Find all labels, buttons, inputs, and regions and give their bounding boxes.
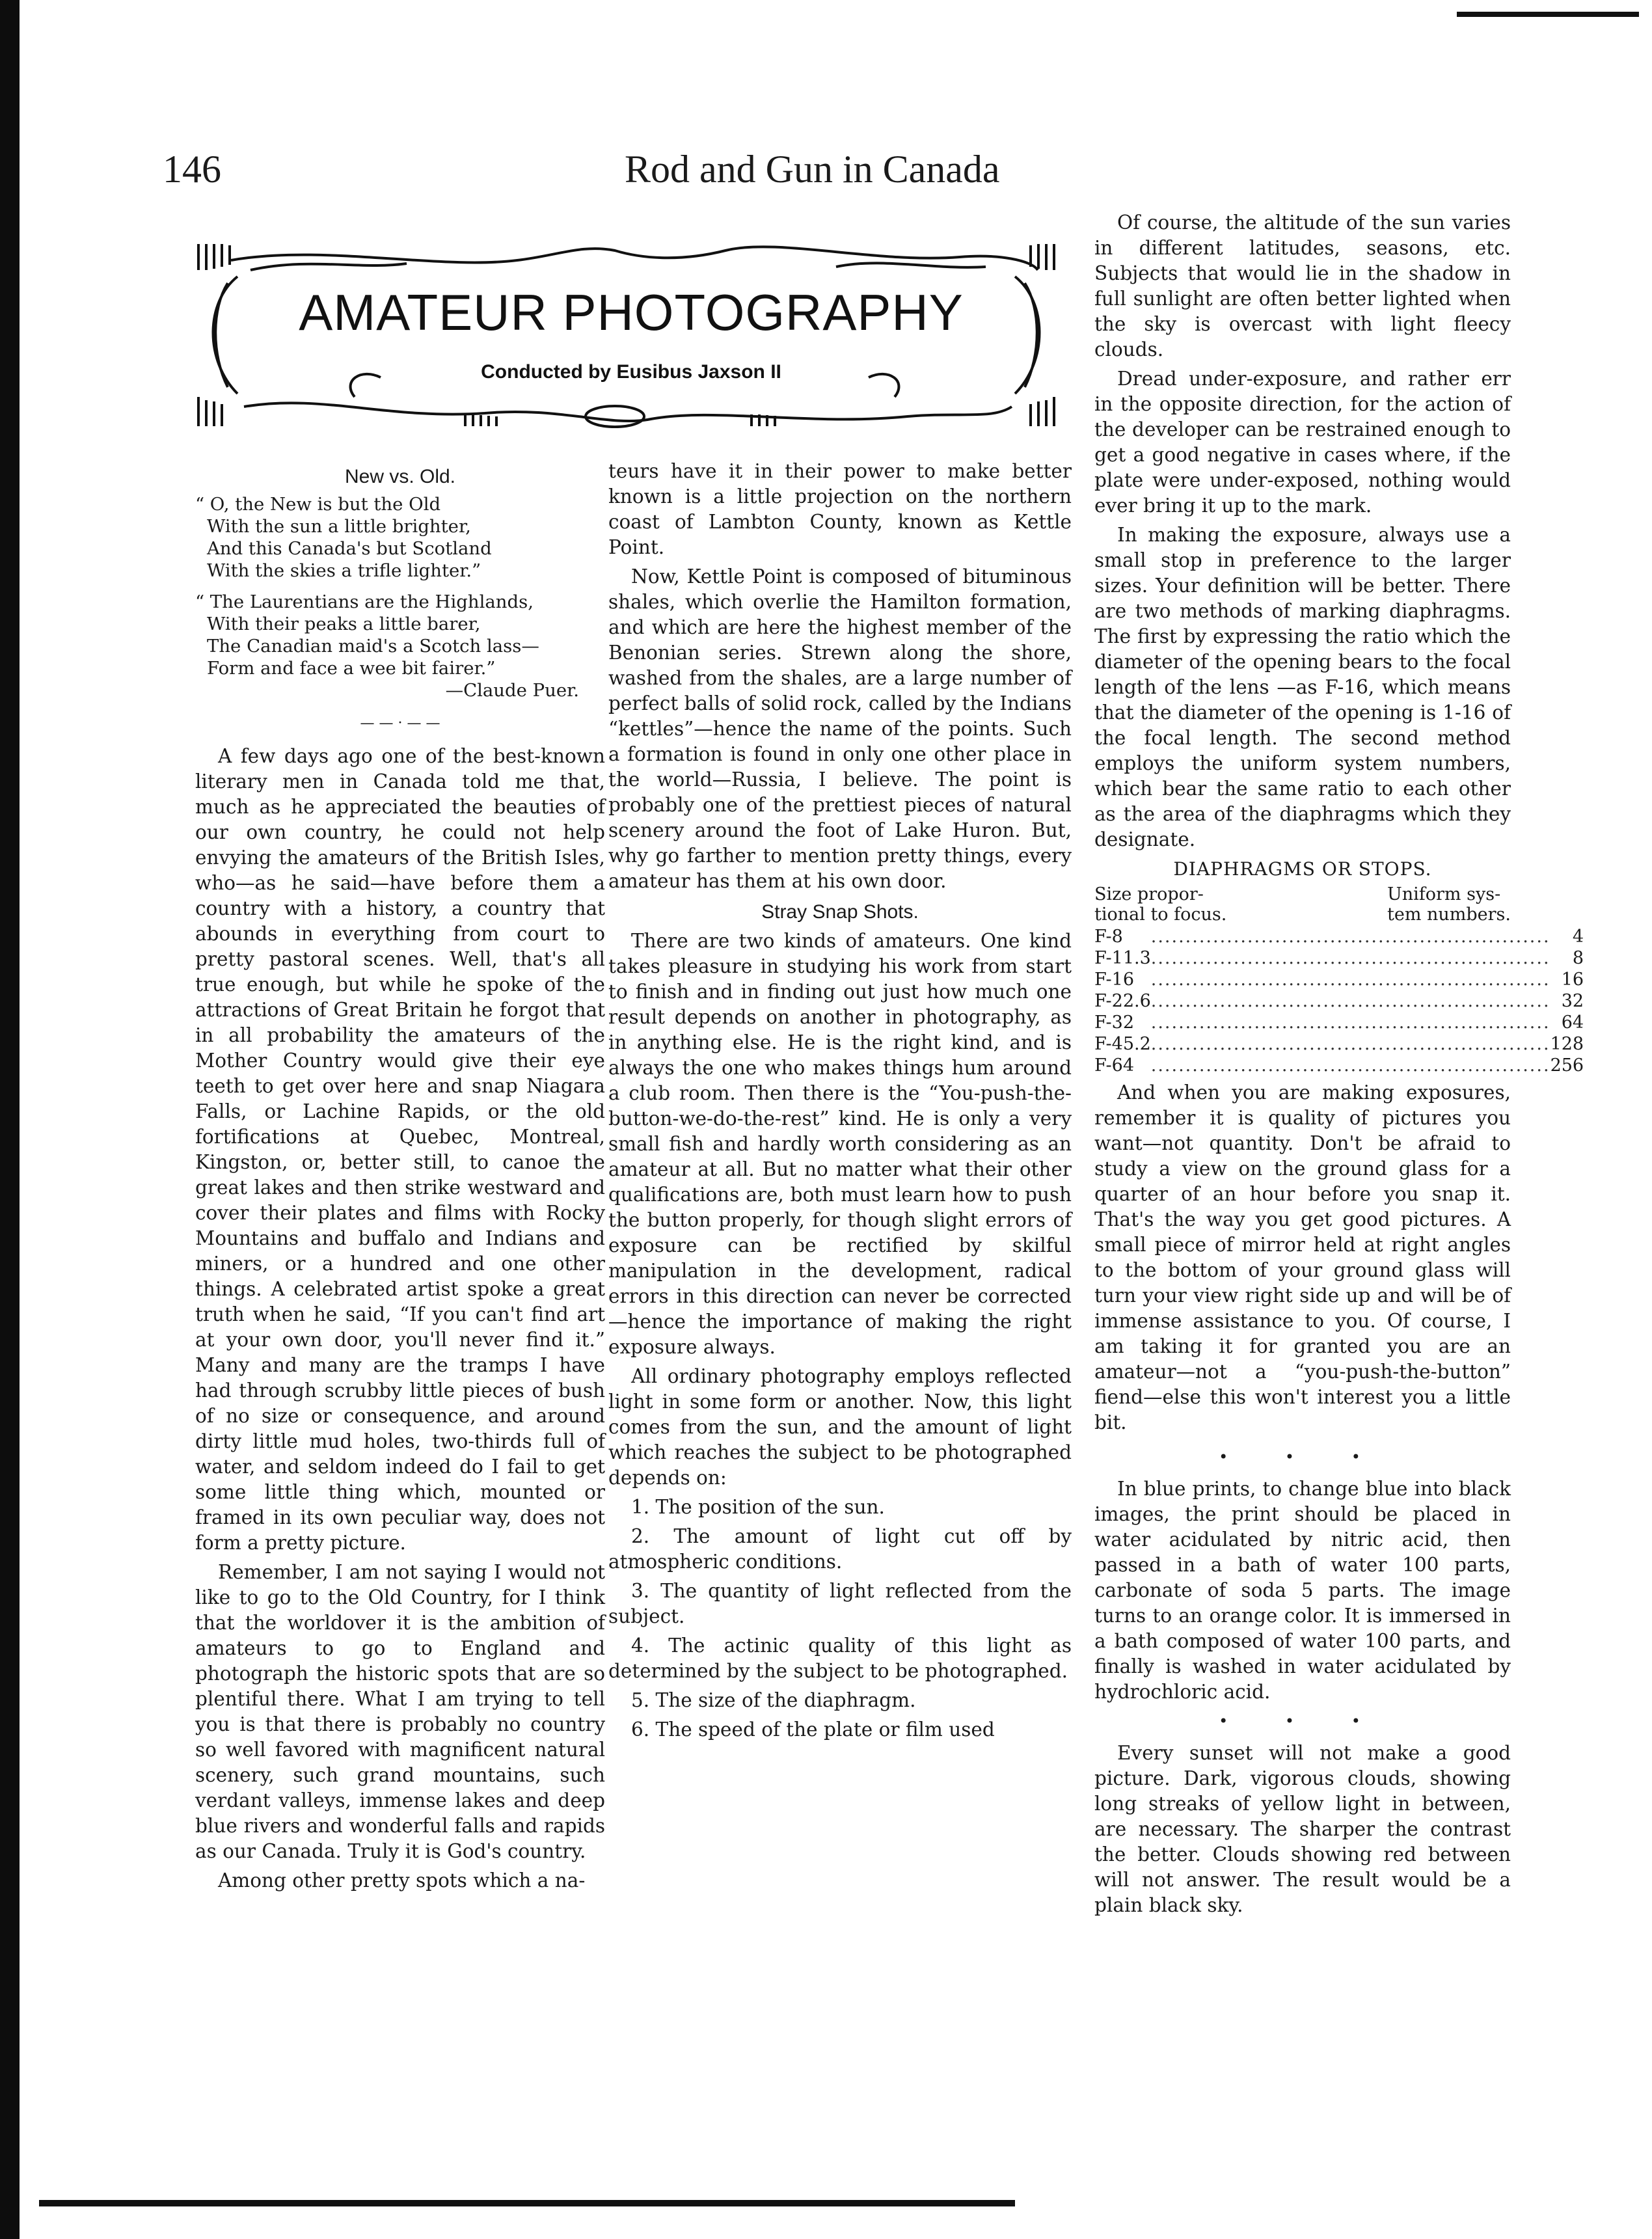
column-3 — [1094, 210, 1584, 1922]
table-header-left — [1094, 884, 1226, 925]
table-header-text: tional to focus. — [1094, 904, 1227, 925]
poem-stanza-2 — [195, 591, 605, 701]
table-row — [1094, 990, 1584, 1012]
table-leader-dots: .......................................................... — [1150, 927, 1550, 947]
table-leader-dots: .......................................................... — [1150, 991, 1550, 1011]
table-leader-dots: .......................................................... — [1150, 1012, 1550, 1033]
paragraph: And when you are making exposures, remember it is quality of pictures you want—not quantity. Don't be afraid to study a view on the ground glass for a quarter of an hour before you snap it. That's the way you get good pictures. A small piece of mirror held at right angles to the bottom of your ground glass will turn your view right side up and will be of immense assistance to you. Of course, I am taking it for granted you are an amateur—not a “you-push-the-button” fiend—else this won't interest you a little bit. — [1094, 1081, 1511, 1433]
table-leader-dots: .......................................................... — [1150, 948, 1550, 968]
poem-line: “ O, the New is but the Old — [195, 494, 441, 515]
paragraph: There are two kinds of amateurs. One kind takes pleasure in studying his work from start to finish and in finding out just how much one result depends on another in photography, as in anything else. He is the right kind, and is always the one who makes things hum around a club room. Then there is the “You-push-the-button-we-do-the-rest” kind. He is only a very small fish and hardly worth considering as an amateur at all. But no matter what their other qualifications are, both must learn how to push the button properly, for though slight errors of exposure can be rectified by skilful manipulation in the development, radical errors in this direction can never be corrected—hence the importance of making the right exposure always. — [608, 930, 1072, 1358]
table-header-text: Size propor- — [1094, 884, 1204, 904]
paragraph: In blue prints, to change blue into black images, the print should be placed in water acidulated by nitric acid, then passed in a bath of water 100 parts, carbonate of soda 5 parts. The image turns to an orange color. It is immersed in a bath composed of water 100 parts, and finally is washed in water acidulated by hydrochloric acid. — [1094, 1478, 1511, 1703]
table-cell-fstop: F-16 — [1094, 970, 1135, 990]
poem-line: The Canadian maid's a Scotch lass— — [207, 636, 539, 657]
section-break: • • • — [1219, 1448, 1387, 1466]
poem-attribution: —Claude Puer. — [445, 680, 579, 701]
list-item: 6. The speed of the plate or film used — [631, 1718, 995, 1741]
poem-line: “ The Laurentians are the Highlands, — [195, 591, 534, 612]
column-1 — [195, 459, 605, 1897]
table-header-right — [1387, 884, 1511, 925]
list-item: 1. The position of the sun. — [631, 1496, 885, 1518]
table-cell-uniform-number: 256 — [1550, 1055, 1584, 1076]
list-item: 4. The actinic quality of this light as determined by the subject to be photographed. — [608, 1635, 1072, 1682]
section-break: • • • — [1219, 1712, 1387, 1730]
section-title: AMATEUR PHOTOGRAPHY — [299, 284, 964, 341]
separator: — — · — — — [360, 715, 440, 731]
table-header-text: tem numbers. — [1387, 904, 1511, 925]
table-cell-uniform-number: 4 — [1572, 927, 1584, 947]
table-cell-uniform-number: 8 — [1572, 948, 1584, 968]
poem-line: With the skies a trifle lighter.” — [207, 560, 481, 581]
poem-line: And this Canada's but Scotland — [207, 538, 492, 559]
table-leader-dots: .......................................................... — [1150, 970, 1550, 990]
table-title: DIAPHRAGMS OR STOPS. — [1173, 858, 1432, 880]
table-cell-uniform-number: 16 — [1561, 970, 1584, 990]
table-header-text: Uniform sys- — [1387, 884, 1501, 904]
table-row — [1094, 926, 1584, 947]
section-header-banner — [192, 231, 1061, 436]
table-row — [1094, 1033, 1584, 1055]
paragraph: Every sunset will not make a good picture. Dark, vigorous clouds, showing long streaks of yellow light in between, are necessary. The sharper the contrast the better. Clouds showing red between will not answer. The result would be a plain black sky. — [1094, 1742, 1511, 1916]
paragraph: Remember, I am not saying I would not like to go to the Old Country, for I think that the worldover it is the ambition of amateurs to go to England and photograph the historic spots that are so plentiful there. What I am trying to tell you is that there is probably no country so well favored with magnificent natural scenery, such grand mountains, such verdant valleys, immense lakes and deep blue rivers and wonderful falls and rapids as our Canada. Truly it is God's country. — [195, 1561, 605, 1862]
table-row — [1094, 969, 1584, 990]
paragraph: Now, Kettle Point is composed of bituminous shales, which overlie the Hamilton formation, and which are here the highest member of the Benonian series. Strewn along the shore, washed from the shales, are a large number of perfect balls of solid rock, called by the Indians “kettles”—hence the name of the points. Such a formation is found in only one other place in the world—Russia, I believe. The point is probably one of the prettiest pieces of natural scenery around the foot of Lake Huron. But, why go farther to mention pretty things, every amateur has them at his own door. — [608, 565, 1072, 892]
section-byline: Conducted by Eusibus Jaxson II — [481, 361, 781, 383]
scan-edge-bar — [0, 0, 20, 2239]
paragraph: Among other pretty spots which a na- — [218, 1869, 586, 1892]
poem-line: With the sun a little brighter, — [207, 516, 471, 537]
table-cell-uniform-number: 64 — [1561, 1012, 1584, 1033]
table-row — [1094, 1012, 1584, 1033]
table-cell-fstop: F-8 — [1094, 927, 1123, 947]
poem-line: Form and face a wee bit fairer.” — [207, 658, 496, 679]
table-cell-fstop: F-32 — [1094, 1012, 1135, 1033]
table-row — [1094, 1055, 1584, 1076]
table-cell-fstop: F-64 — [1094, 1055, 1135, 1076]
list-item: 5. The size of the diaphragm. — [631, 1689, 916, 1711]
table-row — [1094, 947, 1584, 969]
table-cell-fstop: F-45.2 — [1094, 1034, 1151, 1054]
diaphragm-table — [1094, 926, 1584, 1076]
article-heading-new-vs-old: New vs. Old. — [344, 466, 456, 487]
paragraph: All ordinary photography employs reflected light in some form or another. Now, this light comes from the sun, and the amount of light which reaches the subject to be photographed depends on: — [608, 1365, 1072, 1489]
paragraph: Dread under-exposure, and rather err in the opposite direction, for the action of the developer can be restrained enough to get a good negative in cases where, if the plate were under-exposed, nothing would ever bring it up to the mark. — [1094, 368, 1511, 517]
table-cell-uniform-number: 32 — [1561, 991, 1584, 1011]
list-item: 3. The quantity of light reflected from the subject. — [608, 1580, 1072, 1627]
paragraph: A few days ago one of the best-known literary men in Canada told me that, much as he appreciated the beauties of our own country, he could not help envying the amateurs of the British Isles, who—as he said—have before them a country with a history, a country that abounds in everything from court to pretty pastoral scenes. Well, that's all true enough, but while he spoke of the attractions of Great Britain he forgot that in all probability the amateurs of the Mother Country would give their eye teeth to get over here and snap Niagara Falls, or Lachine Rapids, or the old fortifications at Quebec, Montreal, Kingston, or, better still, to canoe the great lakes and then strike westward and cover their plates and films with Rocky Mountains and buffalo and Indians and miners, or a hundred and one other things. A celebrated artist spoke a great truth when he said, “If you can't find art at your own door, you'll never find it.” Many and many are the tramps I have had through scrubby little pieces of bush of no size or consequence, and around dirty little mud holes, two-thirds full of water, and seldom indeed do I fail to get some little thing which, mounted or framed in its own peculiar way, does not form a pretty picture. — [195, 745, 605, 1554]
page-number: 146 — [163, 148, 221, 191]
table-cell-uniform-number: 128 — [1550, 1034, 1584, 1054]
table-leader-dots: .......................................................... — [1150, 1055, 1550, 1076]
column-2 — [608, 459, 1072, 1746]
table-header — [1094, 884, 1511, 925]
article-heading-stray-snap-shots: Stray Snap Shots. — [761, 901, 919, 923]
paragraph: Of course, the altitude of the sun varies in different latitudes, seasons, etc. Subjects that would lie in the shadow in full sunlight are often better lighted when the sky is overcast with light fleecy clouds. — [1094, 211, 1511, 360]
table-cell-fstop: F-11.3 — [1094, 948, 1151, 968]
poem-line: With their peaks a little barer, — [207, 614, 481, 634]
paragraph: teurs have it in their power to make better known is a little projection on the northern coast of Lambton County, known as Kettle Point. — [608, 460, 1072, 558]
table-leader-dots: .......................................................... — [1150, 1034, 1550, 1054]
table-cell-fstop: F-22.6 — [1094, 991, 1151, 1011]
running-title: Rod and Gun in Canada — [625, 148, 1000, 191]
top-rule — [1457, 12, 1639, 17]
poem-stanza-1 — [195, 493, 605, 582]
paragraph: In making the exposure, always use a small stop in preference to the larger sizes. Your definition will be better. There are two methods of marking diaphragms. The first by expressing the ratio which the diameter of the opening bears to the focal length of the lens —as F-16, which means that the diameter of the opening is 1-16 of the focal length. The second method employs the uniform system numbers, which bear the same ratio to each other as the area of the diaphragms which they designate. — [1094, 524, 1511, 850]
list-item: 2. The amount of light cut off by atmospheric conditions. — [608, 1525, 1072, 1573]
bottom-rule — [39, 2200, 1015, 2206]
